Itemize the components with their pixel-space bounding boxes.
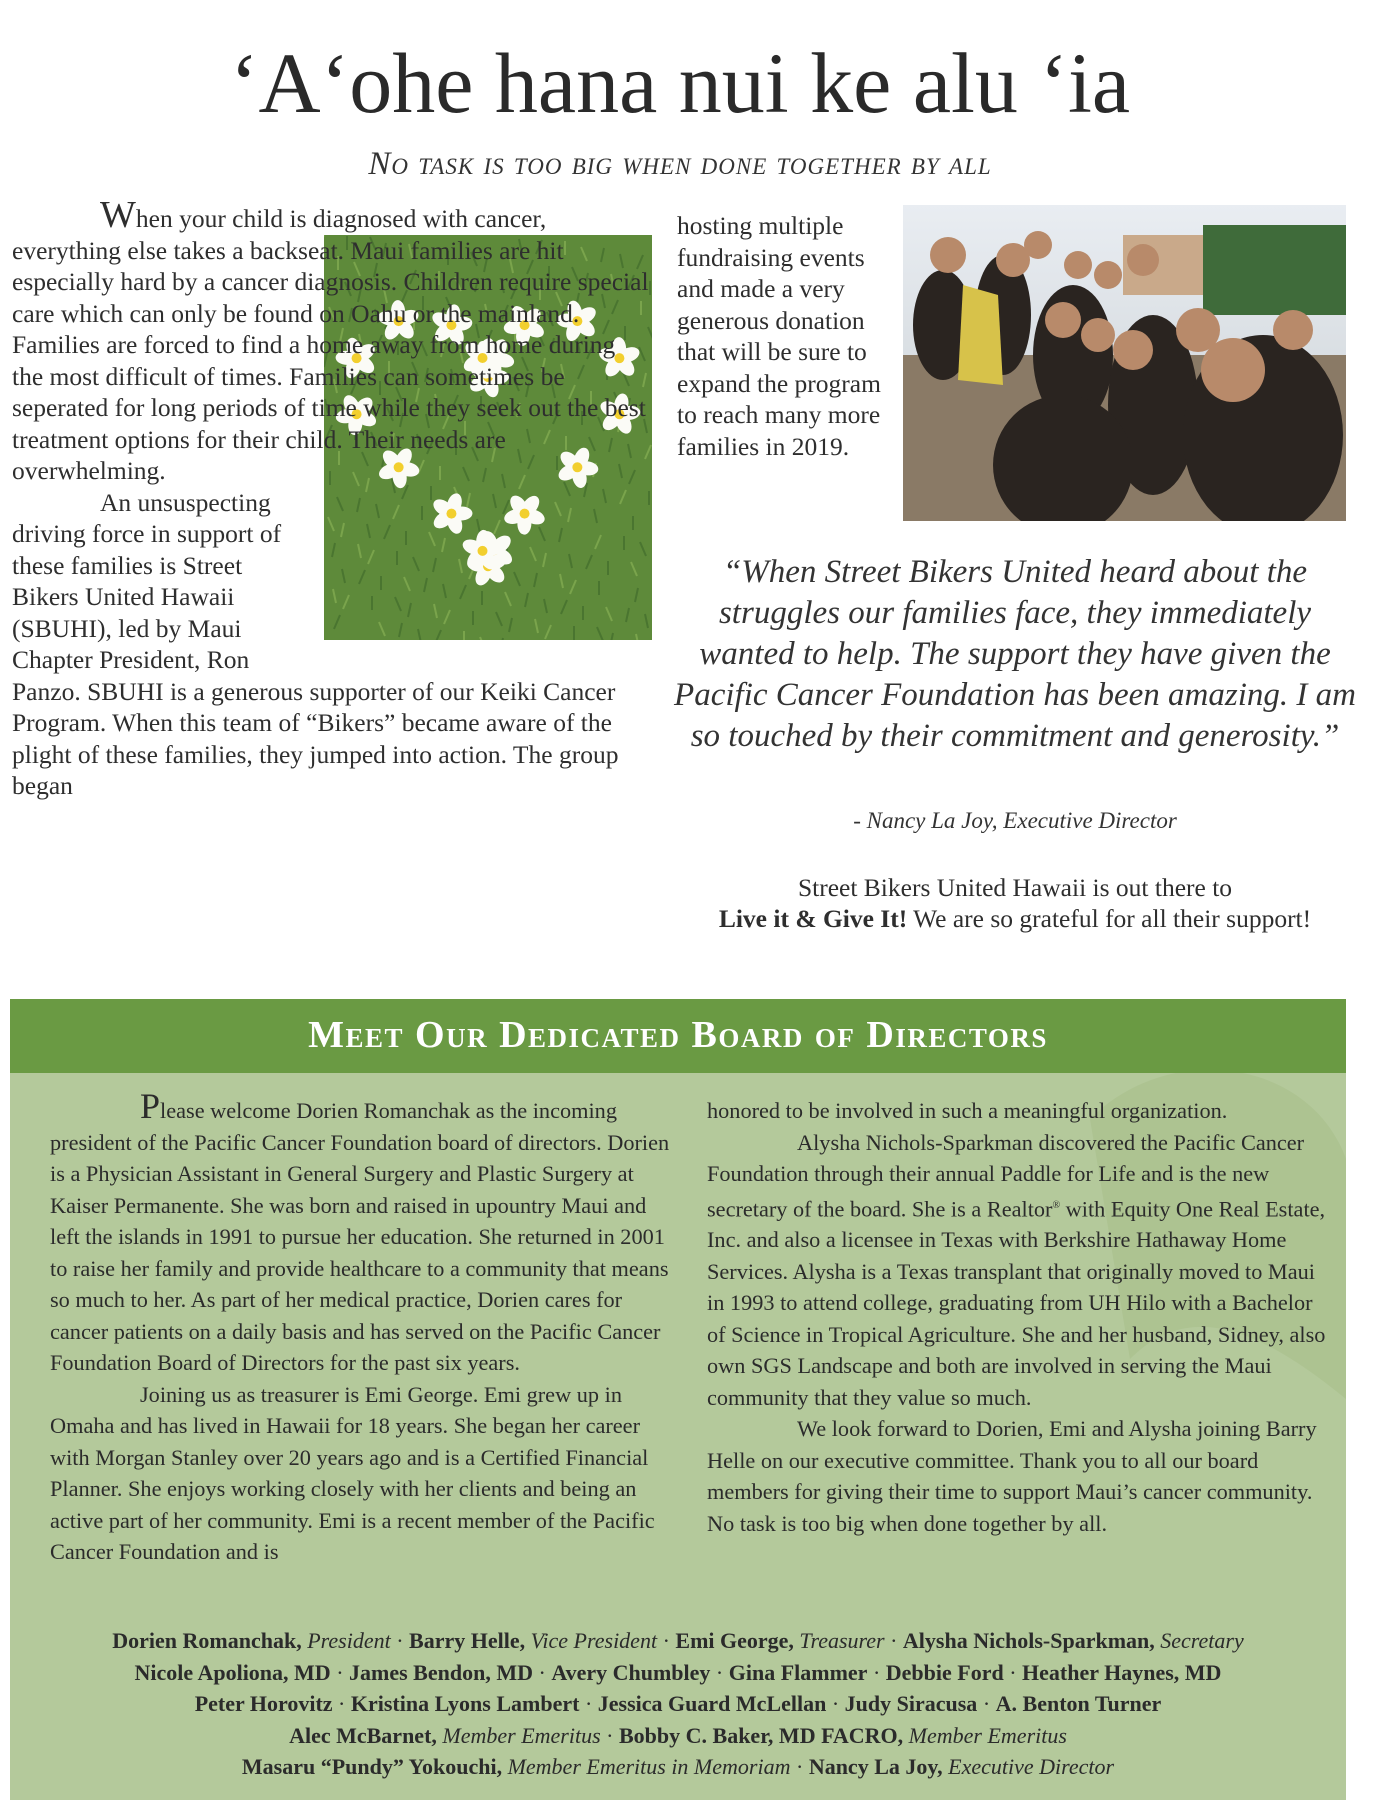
roster-name: Jessica Guard McLellan [597,1691,827,1716]
roster-name: A. Benton Turner [995,1691,1162,1716]
roster-name: Gina Flammer [728,1659,868,1685]
board-drop-cap: P [140,1086,161,1126]
roster-name: Judy Siracusa [844,1691,978,1716]
roster-separator: · [332,1691,351,1716]
roster-separator: · [657,1628,676,1653]
board-right-column [707,1095,1327,1539]
quote-attribution: - Nancy La Joy, Executive Director [853,808,1177,833]
story-p1-text: hen your child is diagnosed with cancer, everything else takes a backseat. Maui families are hit especially hard by a cancer diagnosis. Children require special care which can only be found on Oahu or the mainland. Families are forced to find a home away from home during the most difficult of times. Families can sometimes be seperated for long periods of time while they seek out the best treatment options for their child. Their needs are overwhelming. [12,204,649,485]
roster-name: Avery Chumbley [551,1659,711,1685]
roster-name: Debbie Ford [885,1659,1004,1685]
roster-line-memoriam [10,1751,1346,1783]
pull-quote: “When Street Bikers United heard about the struggles our families face, they immediately wanted to help. The support they have given the Pacific Cancer Foundation has been amazing. I am so touched by their commitment and generosity.” [674,554,1356,754]
page-subtitle: No task is too big when done together by all [368,146,992,182]
roster-separator: · [1003,1659,1023,1685]
roster-separator: · [710,1659,729,1685]
roster-role: Secretary [1154,1628,1244,1653]
board-p4-text-b: with Equity One Real Estate, Inc. and also a licensee in Texas with Berkshire Hathaway Home Services. Alysha is a Texas transplant that originally moved to Maui in 1993 to attend college, graduating from UH Hilo with a Bachelor of Science in Tropical Agriculture. She and her husband, Sidney, also own SGS Landscape and both are involved in serving the Maui community that they value so much. [707,1195,1326,1410]
roster-line-members-1 [10,1657,1346,1689]
roster-separator: · [977,1691,996,1716]
roster-separator: · [532,1659,552,1685]
roster-separator: · [884,1628,903,1653]
roster-name: Heather Haynes, MD [1022,1659,1222,1685]
roster-role: President [301,1628,391,1653]
roster-role: Member Emeritus [903,1722,1067,1748]
roster-name: Masaru “Pundy” Yokouchi, [241,1754,503,1779]
board-paragraph-1 [50,1086,670,1379]
roster-separator: · [826,1691,845,1716]
board-paragraph-5: We look forward to Dorien, Emi and Alysha joining Barry Helle on our executive committee. Thank you to all our board members for giving their time to support Maui’s cancer community. No task is too big when done together by all. [707,1416,1317,1536]
roster-separator: · [867,1659,886,1685]
board-title: Meet Our Dedicated Board of Directors [308,1014,1048,1056]
roster-separator: · [330,1659,350,1685]
roster-role: Executive Director [942,1754,1115,1779]
roster-name: Dorien Romanchak, [112,1628,302,1653]
board-paragraph-3: honored to be involved in such a meaningful organization. [707,1098,1228,1123]
board-p1-text: lease welcome Dorien Romanchak as the incoming president of the Pacific Cancer Foundation board of directors. Dorien is a Physician Assistant in General Surgery and Plastic Surgery at Kaiser Permanente. She was born and raised in upountry Maui and left the islands in 1991 to pursue her education. She returned in 2001 to raise her family and provide healthcare to a community that means so much to her. As part of her medical practice, Dorien cares for cancer patients on a daily basis and has served on the Pacific Cancer Foundation Board of Directors for the past six years. [50,1098,670,1375]
roster-name: Emi George, [675,1628,794,1653]
registered-mark: ® [1052,1199,1061,1211]
roster-line-officers [10,1625,1346,1657]
roster-name: Peter Horovitz [194,1691,333,1716]
board-paragraph-2: Joining us as treasurer is Emi George. Emi grew up in Omaha and has lived in Hawaii for 18 years. She began her career with Morgan Stanley over 20 years ago and is a Certified Financial Planner. She enjoys working closely with her clients and being an active part of her community. Emi is a recent member of the Pacific Cancer Foundation and is [50,1381,655,1564]
roster-line-emeritus [10,1720,1346,1752]
story-left-column [12,194,652,802]
roster-line-members-2 [10,1688,1346,1720]
closing-line-1: Street Bikers United Hawaii is out there to [797,873,1233,902]
roster-name: Kristina Lyons Lambert [350,1691,580,1716]
roster-role: Vice President [525,1628,658,1653]
closing-slogan: Live it & Give It! [718,904,908,933]
bikers-group-photo [903,205,1346,521]
closing-thanks: We are so grateful for all their support! [907,904,1312,933]
roster-name: Nicole Apoliona, MD [134,1659,331,1685]
board-left-column [50,1086,670,1568]
roster-separator: · [390,1628,410,1653]
story-paragraph-3: hosting multiple fundraising events and made a very generous donation that will be sure to expand the program to reach many more families in 2019. [677,211,881,461]
drop-cap: W [100,194,136,236]
roster-role: Treasurer [793,1628,885,1653]
roster-separator: · [579,1691,598,1716]
roster-name: Bobby C. Baker, MD FACRO, [618,1722,904,1748]
roster-separator: · [790,1754,809,1779]
board-p4-text-a: Alysha Nichols-Sparkman discovered the Pacific Cancer Foundation through their annual Paddle for Life and is the new secretary of the board. She is a Realtor [707,1129,1305,1221]
roster-name: Alec McBarnet, [289,1722,437,1748]
closing-statement [670,872,1360,934]
roster-role: Member Emeritus in Memoriam [502,1754,791,1779]
board-paragraph-4 [707,1127,1327,1414]
roster-separator: · [600,1722,619,1748]
board-section [10,999,1346,1800]
roster-name: Nancy La Joy, [808,1754,943,1779]
roster-role: Member Emeritus [436,1722,601,1748]
board-roster [10,1625,1346,1783]
closing-line-2 [670,903,1360,934]
story-paragraph-2: An unsuspecting driving force in support of these families is Street Bikers United Hawaii (SBUHI), led by Maui Chapter President, Ron Panzo. SBUHI is a generous supporter of our Keiki Cancer Program. When this team of “Bikers” became aware of the plight of these families, they jumped into action. The group began [12,487,619,800]
roster-name: James Bendon, MD [349,1659,533,1685]
page-title: ʻAʻohe hana nui ke alu ʻia [229,35,1131,131]
roster-name: Barry Helle, [409,1628,526,1653]
roster-name: Alysha Nichols-Sparkman, [902,1628,1155,1653]
